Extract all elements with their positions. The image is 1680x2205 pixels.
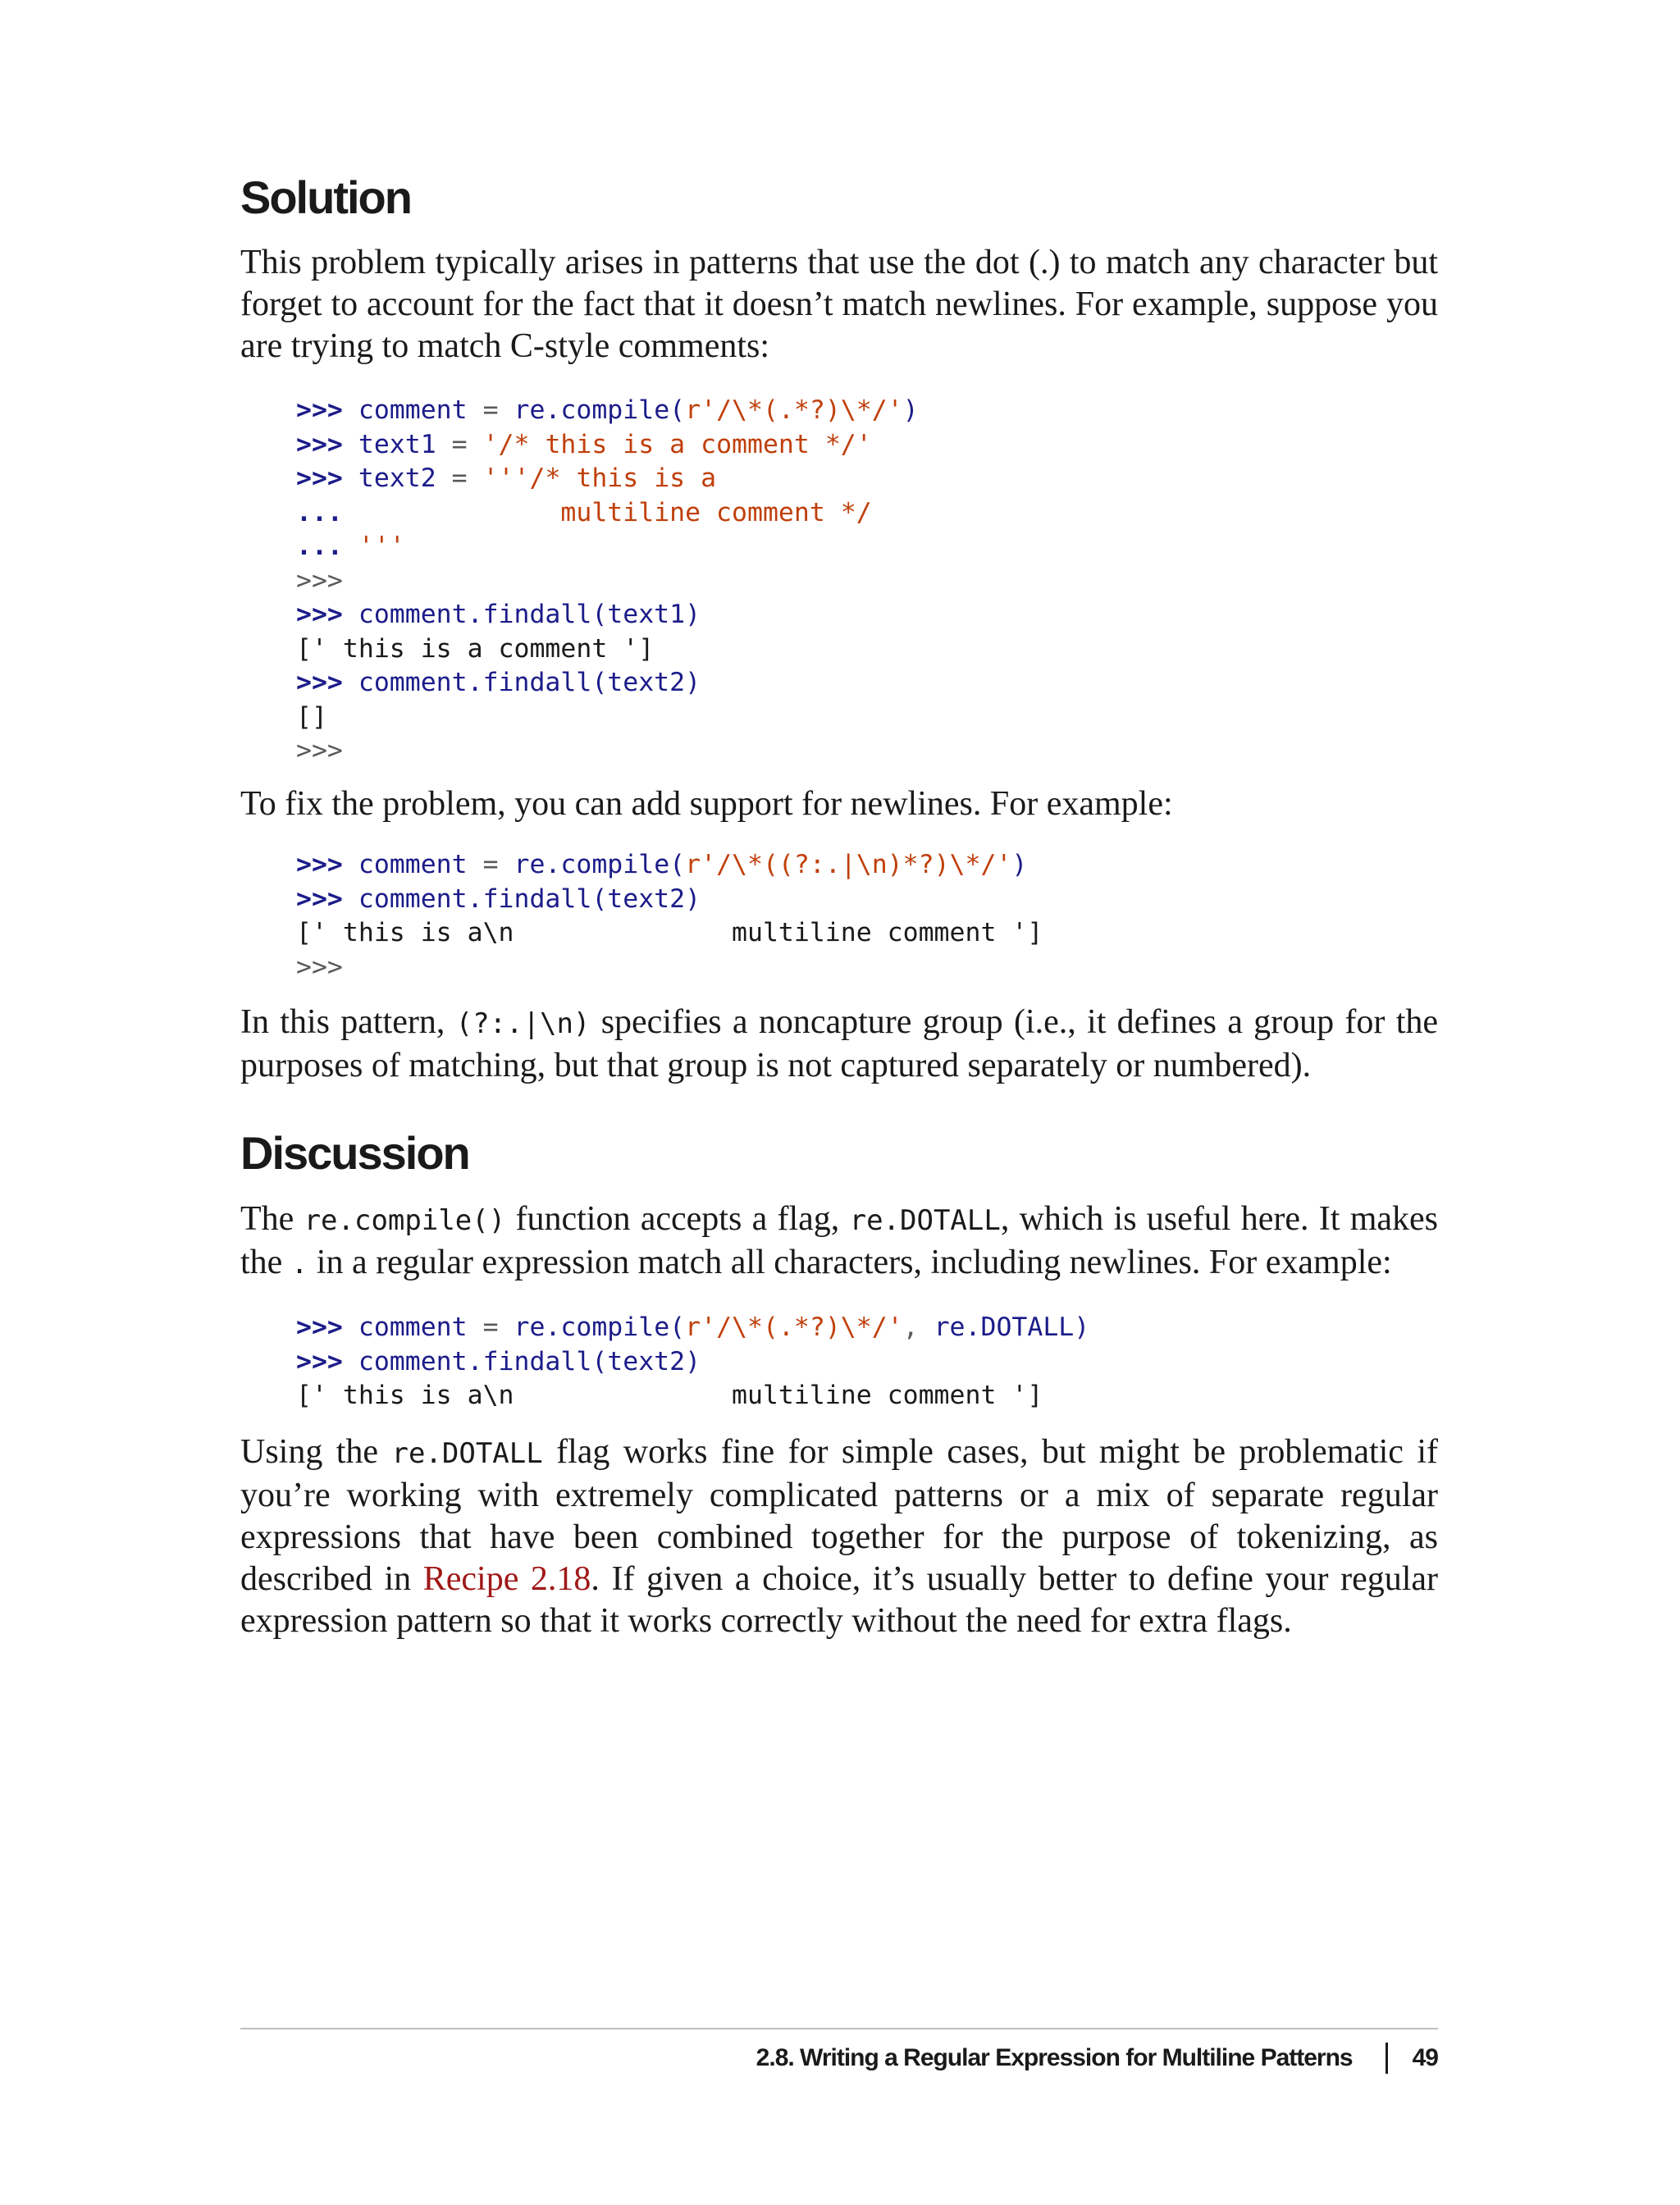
discussion-p2-text-b: flag works fine for simple cases, but might be problematic if you’re working with extremely complicated patterns or a mix of separate regular expressions that have been combined together for the purpose of tokenizing, as described in: [240, 1433, 1439, 1598]
code-token: =: [482, 1312, 514, 1342]
code-token: comment.findall(text2): [358, 883, 701, 914]
re-dotall-inline-code: re.DOTALL: [849, 1204, 1001, 1237]
code-token: re.compile(: [514, 850, 686, 879]
code-line: [296, 1311, 1089, 1345]
discussion-p1-text-a: The: [240, 1200, 304, 1238]
code-line: [296, 883, 1043, 917]
code-token: >>>: [296, 952, 343, 982]
re-compile-inline-code: re.compile(): [304, 1204, 506, 1237]
pattern-paragraph: [240, 1002, 1438, 1087]
solution-intro-paragraph: This problem typically arises in patterns that use the dot (.) to match any character but forget to account for the fact that it doesn’t match newlines. For example, suppose you are trying to match C-style comments:: [240, 244, 1438, 365]
code-token: ): [1011, 850, 1028, 879]
code-token: =: [482, 395, 514, 425]
code-line: [296, 598, 919, 632]
pattern-text-before: In this pattern,: [240, 1003, 456, 1041]
code-line: [296, 666, 919, 701]
re-dotall-inline-code-2: re.DOTALL: [391, 1437, 543, 1470]
code-token: r'/\*((?:.|\n)*?)\*/': [685, 850, 1012, 879]
code-token: re.DOTALL): [934, 1312, 1090, 1342]
dot-inline-code: .: [290, 1248, 308, 1281]
code-token: comment: [358, 395, 483, 425]
recipe-link[interactable]: Recipe 2.18: [422, 1560, 591, 1598]
code-token: ,: [902, 1312, 934, 1342]
code-token: comment.findall(text2): [358, 668, 701, 697]
code-line: [296, 530, 919, 564]
code-token: comment.findall(text1): [358, 600, 701, 629]
code-token: >>>: [296, 850, 358, 879]
code-token: comment.findall(text2): [358, 1346, 701, 1376]
code-line: [296, 916, 1043, 951]
code-token: [' this is a\n multiline comment ']: [296, 918, 1043, 947]
pattern-inline-code: (?:.|\n): [455, 1007, 591, 1040]
code-token: comment: [358, 1312, 483, 1342]
code-token: [' this is a\n multiline comment ']: [296, 1381, 1043, 1410]
pattern-text-after: specifies a noncapture group (i.e., it defines a group for the purposes of matching, but that group is not captured separately or numbered).: [240, 1003, 1439, 1084]
discussion-p2-text-a: Using the: [240, 1433, 392, 1471]
code-token: comment: [358, 850, 483, 879]
footer-separator: [1386, 2043, 1388, 2074]
code-line: [296, 1345, 1089, 1380]
code-token: r'/\*(.*?)\*/': [685, 1312, 903, 1342]
code-token: r'/\*(.*?)\*/': [685, 395, 903, 425]
code-token: text1: [358, 429, 452, 459]
code-block-2: [240, 848, 1043, 984]
code-token: re.compile(: [514, 395, 686, 425]
footer-divider: [240, 2028, 1438, 2029]
code-token: text2: [358, 463, 452, 493]
code-line: [296, 428, 919, 463]
footer-section-title: 2.8. Writing a Regular Expression for Multiline Patterns: [756, 2044, 1353, 2071]
code-line: [296, 462, 919, 496]
code-line: [296, 632, 919, 667]
code-block-1: [240, 394, 919, 769]
solution-heading: Solution: [240, 171, 411, 223]
page-number: 49: [1412, 2044, 1438, 2071]
code-token: >>>: [296, 429, 358, 459]
code-token: >>>: [296, 565, 343, 596]
code-token: =: [482, 850, 514, 879]
code-line: [296, 1379, 1089, 1413]
code-token: ...: [296, 532, 358, 561]
code-token: ''': [358, 532, 405, 561]
code-token: >>>: [296, 463, 358, 493]
discussion-p2-text-c: . If given a choice, it’s usually better to define your regular expression pattern so that it works correctly without the need for extra flags.: [240, 1560, 1439, 1640]
code-line: [296, 564, 919, 599]
code-line: [296, 394, 919, 428]
discussion-p1-text-d: in a regular expression match all characters, including newlines. For example:: [308, 1244, 1392, 1281]
code-token: >>>: [296, 1312, 358, 1342]
code-token: ...: [296, 497, 343, 527]
code-line: [296, 951, 1043, 985]
discussion-p1-text-c: , which is useful here. It makes the: [240, 1200, 1439, 1281]
code-token: >>>: [296, 736, 343, 765]
code-token: >>>: [296, 883, 358, 914]
discussion-heading: Discussion: [240, 1127, 469, 1179]
discussion-paragraph-1: [240, 1198, 1438, 1285]
code-token: ): [902, 395, 919, 425]
code-token: >>>: [296, 1346, 358, 1376]
fix-paragraph: To fix the problem, you can add support for newlines. For example:: [240, 785, 1173, 823]
code-line: [296, 701, 919, 735]
code-token: [' this is a comment ']: [296, 633, 655, 664]
code-token: >>>: [296, 395, 358, 425]
discussion-paragraph-2: [240, 1431, 1438, 1642]
code-line: [296, 496, 919, 531]
code-token: >>>: [296, 668, 358, 697]
code-token: =: [451, 463, 483, 493]
code-token: =: [451, 429, 483, 459]
code-token: >>>: [296, 600, 358, 629]
code-line: [296, 848, 1043, 883]
code-token: []: [296, 701, 327, 732]
code-token: multiline comment */: [342, 497, 872, 527]
discussion-p1-text-b: function accepts a flag,: [505, 1200, 850, 1238]
code-token: '/* this is a comment */': [482, 429, 872, 459]
code-token: '''/* this is a: [482, 463, 717, 493]
code-line: [296, 734, 919, 769]
code-block-3: [240, 1311, 1089, 1413]
code-token: re.compile(: [514, 1312, 686, 1342]
page-footer: [756, 2043, 1438, 2074]
